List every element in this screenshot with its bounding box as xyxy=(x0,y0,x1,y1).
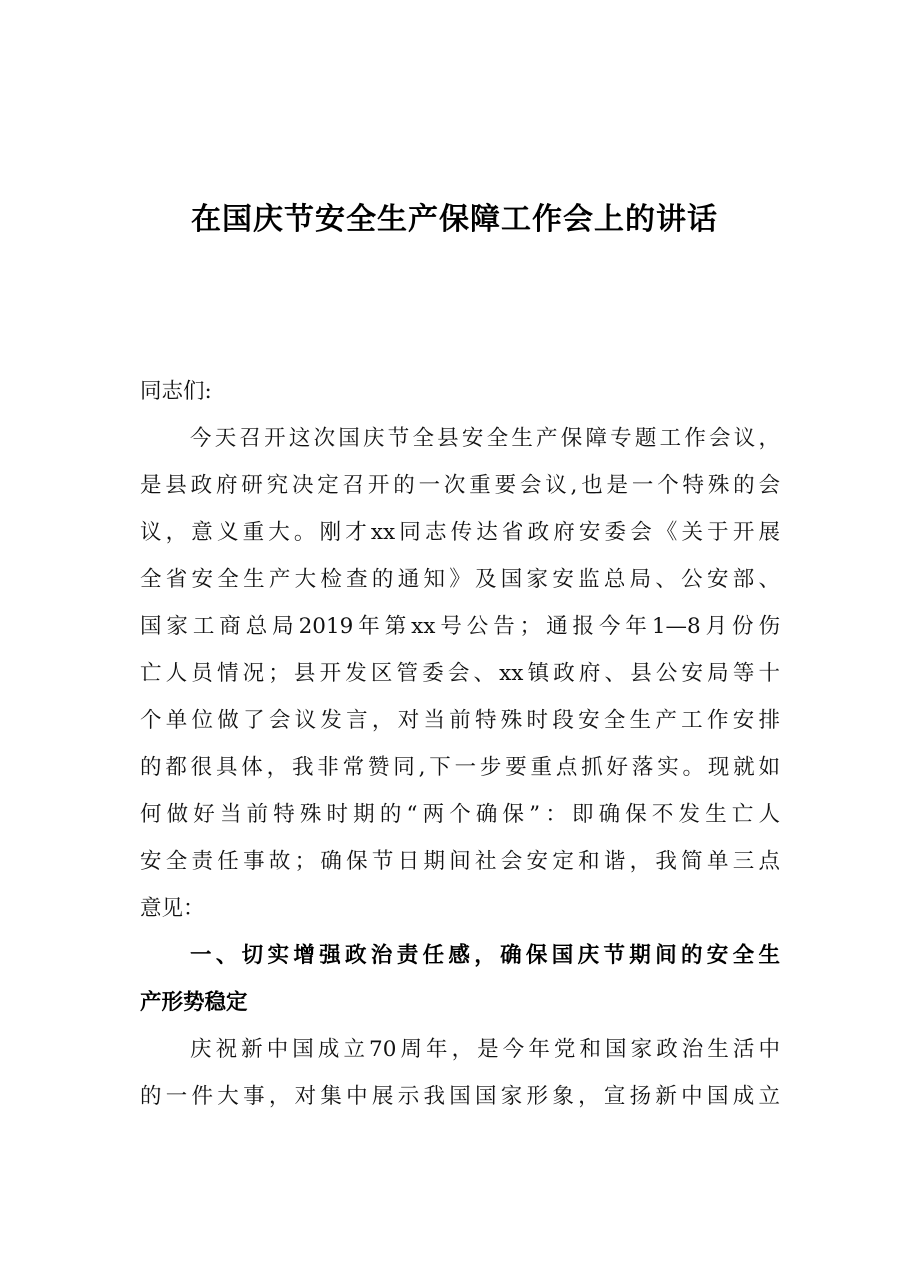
section-heading-line: 一、切实增强政治责任感，确保国庆节期间的安全生 xyxy=(190,943,780,968)
paragraph-line: 庆祝新中国成立70周年，是今年党和国家政治生活中 xyxy=(190,1037,780,1062)
paragraph-line: 个单位做了会议发言，对当前特殊时段安全生产工作安排 xyxy=(140,708,780,733)
paragraph-line: 议，意义重大。刚才xx同志传达省政府安委会《关于开展 xyxy=(140,520,780,545)
paragraph-line: 亡人员情况；县开发区管委会、xx镇政府、县公安局等十 xyxy=(140,661,780,686)
paragraph-line: 今天召开这次国庆节全县安全生产保障专题工作会议， xyxy=(190,426,780,451)
paragraph-line: 意见： xyxy=(140,896,205,921)
paragraph-line: 的都很具体，我非常赞同,下一步要重点抓好落实。现就如 xyxy=(140,755,780,780)
salutation-line: 同志们: xyxy=(140,379,212,404)
document-body xyxy=(140,368,780,1120)
paragraph-line: 的一件大事，对集中展示我国国家形象，宣扬新中国成立 xyxy=(140,1084,780,1109)
document-title: 在国庆节安全生产保障工作会上的讲话 xyxy=(191,202,718,237)
paragraph-line: 何做好当前特殊时期的“两个确保”：即确保不发生亡人 xyxy=(140,802,780,827)
paragraph-line: 安全责任事故；确保节日期间社会安定和谐，我简单三点 xyxy=(140,849,780,874)
paragraph-line: 国家工商总局2019年第xx号公告；通报今年1—8月份伤 xyxy=(140,614,780,639)
section-heading-line: 产形势稳定 xyxy=(140,990,248,1015)
paragraph-line: 是县政府研究决定召开的一次重要会议,也是一个特殊的会 xyxy=(140,473,780,498)
paragraph-line: 全省安全生产大检查的通知》及国家安监总局、公安部、 xyxy=(140,567,780,592)
